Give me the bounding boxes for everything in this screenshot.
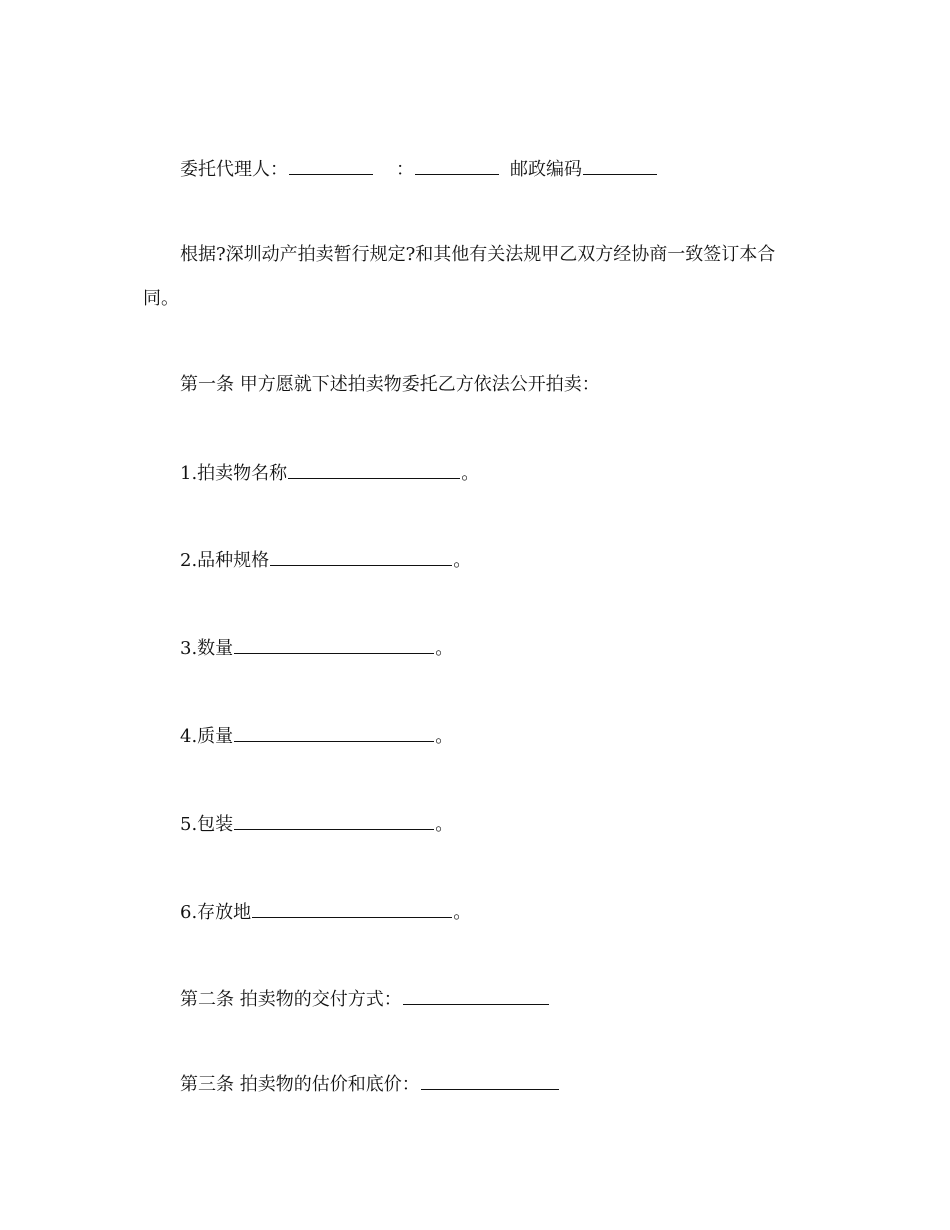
item-blank[interactable]: [270, 547, 452, 566]
article3-label: 第三条 拍卖物的估价和底价：: [180, 1074, 420, 1095]
item-storage-location: [180, 899, 471, 925]
item-blank[interactable]: [234, 635, 434, 654]
basis-paragraph-line2: 同。: [143, 288, 179, 309]
item-label: 6.存放地: [180, 902, 252, 923]
postcode-label: 邮政编码: [510, 159, 582, 180]
item-label: 4.质量: [180, 726, 234, 747]
item-end: 。: [435, 814, 454, 835]
article2-line: [180, 986, 550, 1012]
item-end: 。: [453, 550, 472, 571]
item-label: 3.数量: [180, 638, 234, 659]
item-variety-spec: [180, 547, 471, 573]
item-blank[interactable]: [234, 723, 434, 742]
item-blank[interactable]: [288, 460, 460, 479]
article2-blank[interactable]: [403, 986, 549, 1005]
agent-colon: ：: [396, 159, 414, 180]
agent-name-blank[interactable]: [289, 156, 373, 175]
item-blank[interactable]: [234, 811, 434, 830]
agent-line: [180, 156, 658, 182]
basis-paragraph-line1: 根据?深圳动产拍卖暂行规定?和其他有关法规甲乙双方经协商一致签订本合: [180, 244, 776, 265]
item-label: 1.拍卖物名称: [180, 463, 288, 484]
item-label: 5.包装: [180, 814, 234, 835]
item-blank[interactable]: [252, 899, 452, 918]
item-end: 。: [461, 463, 480, 484]
agent-label: 委托代理人：: [180, 159, 288, 180]
item-end: 。: [453, 902, 472, 923]
item-packaging: [180, 811, 453, 837]
item-quantity: [180, 635, 453, 661]
article2-label: 第二条 拍卖物的交付方式：: [180, 989, 402, 1010]
article3-line: [180, 1071, 560, 1097]
postcode-blank[interactable]: [583, 156, 657, 175]
item-end: 。: [435, 726, 454, 747]
article1-heading: 第一条 甲方愿就下述拍卖物委托乙方依法公开拍卖：: [180, 374, 600, 395]
article3-blank[interactable]: [421, 1071, 559, 1090]
item-quality: [180, 723, 453, 749]
item-label: 2.品种规格: [180, 550, 270, 571]
agent-phone-blank[interactable]: [415, 156, 499, 175]
item-auction-name: [180, 460, 479, 486]
item-end: 。: [435, 638, 454, 659]
